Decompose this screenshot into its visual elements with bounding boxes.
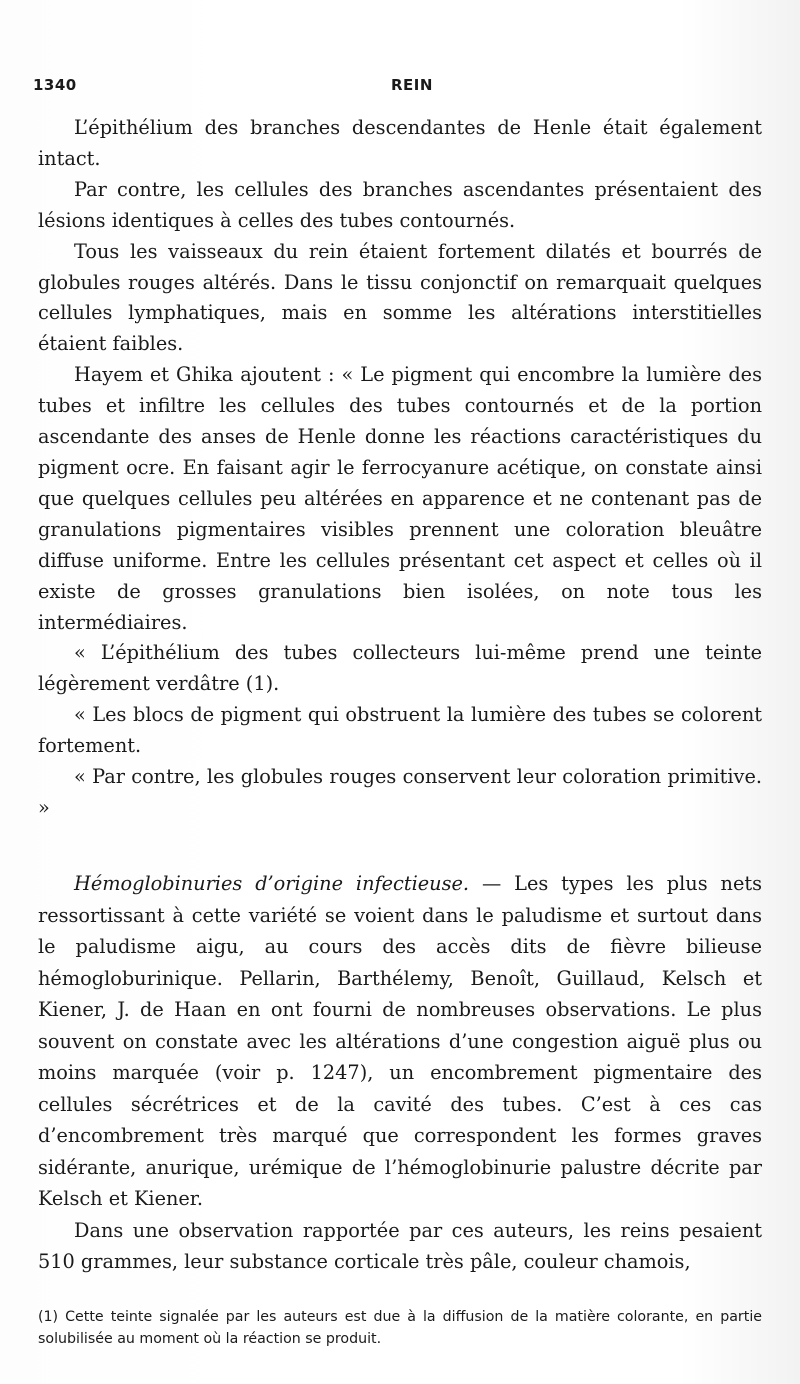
section-text: — Les types les plus nets ressortissant à cette variété se voient dans le paludisme et surtout dans le paludisme aigu, au cours des accès dits de fièvre bilieuse hémogloburinique. Pellarin, Barthélemy, Benoît, Guillaud, Kelsch et Kiener, J. de Haan en ont fourni de nombreuses observations. Le plus souvent on constate avec les altérations d’une congestion aiguë plus ou moins marquée (voir p. 1247), un encombrement pigmentaire des cellules sécrétrices et de la cavité des tubes. C’est à ces cas d’encombrement très marqué que correspondent les formes graves sidérante, anurique, urémique de l’hémoglobinurie palustre décrite par Kelsch et Kiener. (38, 872, 762, 1210)
body-text-section-a (38, 113, 762, 824)
paragraph: « Les blocs de pigment qui obstruent la lumière des tubes se colorent fortement. (38, 703, 762, 758)
paragraph: Dans une observation rapportée par ces auteurs, les reins pesaient 510 grammes, leur substance corticale très pâle, couleur chamois, (38, 1218, 762, 1273)
paragraph: L’épithélium des branches descendantes de Henle était également intact. (38, 116, 762, 170)
paragraph: « L’épithélium des tubes collecteurs lui-même prend une teinte légèrement verdâtre (1). (38, 641, 762, 696)
paragraph: Par contre, les cellules des branches ascendantes présentaient des lésions identiques à celles des tubes contournés. (38, 177, 762, 232)
body-text-section-b (38, 868, 762, 1278)
page-number: 1340 (33, 76, 77, 94)
footnote-text: (1) Cette teinte signalée par les auteurs est due à la diffusion de la matière colorante, en partie solubilisée au moment où la réaction se produit. (38, 1309, 762, 1347)
running-title: REIN (391, 76, 433, 94)
paragraph: « Par contre, les globules rouges conservent leur coloration primitive. » (38, 765, 762, 819)
paragraph: Hayem et Ghika ajoutent : « Le pigment qui encombre la lumière des tubes et infiltre les cellules des tubes contournés et de la portion ascendante des anses de Henle donne les réactions caractéristiques du pigment ocre. En faisant agir le ferrocyanure acétique, on constate ainsi que quelques cellules peu altérées en apparence et ne contenant pas de granulations pigmentaires visibles prennent une coloration bleuâtre diffuse uniforme. Entre les cellules présentant cet aspect et celles où il existe de grosses granulations bien isolées, on note tous les intermédiaires. (38, 363, 762, 634)
section-paragraph (38, 868, 762, 1215)
paragraph: Tous les vaisseaux du rein étaient fortement dilatés et bourrés de globules rouges altérés. Dans le tissu conjonctif on remarquait quelques cellules lymphatiques, mais en somme les altérations interstitielles étaient faibles. (38, 239, 762, 356)
section-heading: Hémoglobinuries d’origine infectieuse. (74, 872, 470, 895)
page-header (33, 76, 753, 100)
footnote (38, 1306, 762, 1350)
